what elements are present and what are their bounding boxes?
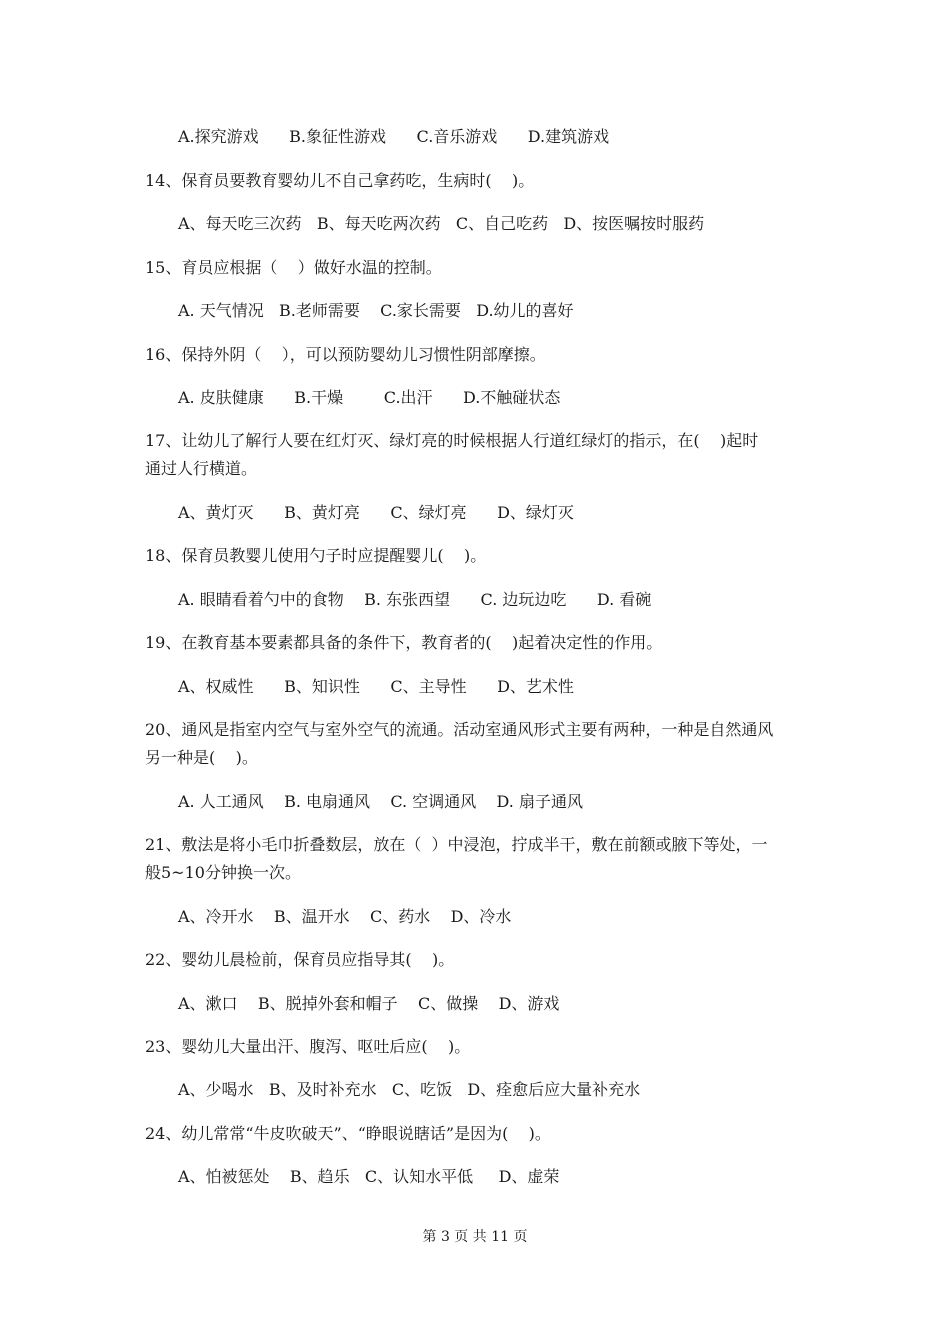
q21-options: A、冷开水 B、温开水 C、药水 D、冷水: [178, 907, 512, 926]
q16-question: 16、保持外阴（ ），可以预防婴幼儿习惯性阴部摩擦。: [145, 345, 546, 364]
q17-options: A、黄灯灭 B、黄灯亮 C、绿灯亮 D、绿灯灭: [178, 503, 574, 522]
page-footer: 第 3 页 共 11 页: [422, 1229, 528, 1245]
q21-question-line2: 般5~10分钟换一次。: [145, 863, 301, 882]
q18-question: 18、保育员教婴儿使用勺子时应提醒婴儿( )。: [145, 546, 487, 565]
q18-options: A. 眼睛看着勺中的食物 B. 东张西望 C. 边玩边吃 D. 看碗: [178, 590, 652, 609]
q15-options: A. 天气情况 B.老师需要 C.家长需要 D.幼儿的喜好: [178, 301, 574, 320]
q14-question: 14、保育员要教育婴幼儿不自己拿药吃，生病时( )。: [145, 171, 535, 190]
q19-question: 19、在教育基本要素都具备的条件下，教育者的( )起着决定性的作用。: [145, 633, 663, 652]
q14-options: A、每天吃三次药 B、每天吃两次药 C、自己吃药 D、按医嘱按时服药: [178, 214, 705, 233]
q20-question-line1: 20、通风是指室内空气与室外空气的流通。活动室通风形式主要有两种，一种是自然通风: [145, 720, 774, 739]
q21-question-line1: 21、敷法是将小毛巾折叠数层，放在（ ）中浸泡，拧成半干，敷在前额或腋下等处，一: [145, 835, 768, 854]
q24-options: A、怕被惩处 B、趋乐 C、认知水平低 D、虚荣: [178, 1167, 560, 1186]
q17-question-line1: 17、让幼儿了解行人要在红灯灭、绿灯亮的时候根据人行道红绿灯的指示，在( )起时: [145, 431, 759, 450]
q16-options: A. 皮肤健康 B.干燥 C.出汗 D.不触碰状态: [178, 388, 561, 407]
q19-options: A、权威性 B、知识性 C、主导性 D、艺术性: [178, 677, 574, 696]
q23-options: A、少喝水 B、及时补充水 C、吃饭 D、痊愈后应大量补充水: [178, 1080, 641, 1099]
q22-question: 22、婴幼儿晨检前，保育员应指导其( )。: [145, 950, 455, 969]
q17-question-line2: 通过人行横道。: [145, 459, 258, 478]
q20-question-line2: 另一种是( )。: [145, 748, 258, 767]
q22-options: A、漱口 B、脱掉外套和帽子 C、做操 D、游戏: [178, 994, 560, 1013]
q23-question: 23、婴幼儿大量出汗、腹泻、呕吐后应( )。: [145, 1037, 471, 1056]
q20-options: A. 人工通风 B. 电扇通风 C. 空调通风 D. 扇子通风: [178, 792, 583, 811]
q13-options: A.探究游戏 B.象征性游戏 C.音乐游戏 D.建筑游戏: [178, 127, 610, 146]
q15-question: 15、育员应根据（ ）做好水温的控制。: [145, 258, 442, 277]
q24-question: 24、幼儿常常“牛皮吹破天”、“睁眼说瞎话”是因为( )。: [145, 1124, 551, 1143]
